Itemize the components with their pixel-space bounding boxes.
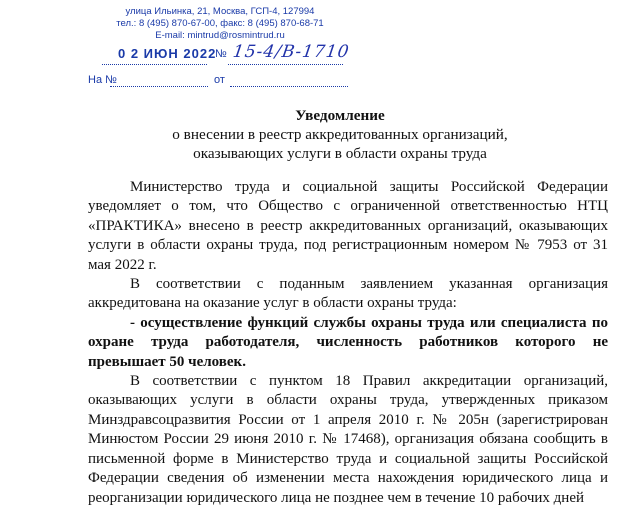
paragraph-obligations: В соответствии с пунктом 18 Правил аккредитации организаций, оказывающих услуги в области охраны труда, утвержденных приказом Минздравсоцразвития России от 1 апреля 2010 г. № 205н (зарегистрирован Минюстом России 29 июня 2010 г. № 17468), организация обязана сообщить в письменной форме в Министерство труда и социальной защиты Российской Федерации сведения об изменении места нахождения юридического лица и реорганизации юридического лица не позднее чем в течение 10 рабочих дней xyxy=(88,373,608,506)
outgoing-number-label: № xyxy=(215,48,227,60)
reply-date-underline xyxy=(230,86,348,87)
title-heading: Уведомление xyxy=(295,107,385,124)
ministry-address: улица Ильинка, 21, Москва, ГСП-4, 127994 xyxy=(125,6,315,17)
reply-date-label: от xyxy=(214,74,225,86)
outgoing-number-handwritten: 15-4/В-1710 xyxy=(231,42,351,62)
paragraph-accreditation: В соответствии с поданным заявлением указанная организация аккредитована на оказание услуг в области охраны труда: xyxy=(88,276,608,312)
reply-number-label: На № xyxy=(88,74,117,86)
document-body xyxy=(88,178,608,508)
number-underline xyxy=(228,64,343,65)
document-title xyxy=(150,106,530,163)
date-underline xyxy=(102,64,207,65)
reply-number-underline xyxy=(110,86,208,87)
ministry-email: E-mail: mintrud@rosmintrud.ru xyxy=(155,30,285,41)
paragraph-notification: Министерство труда и социальной защиты Российской Федерации уведомляет о том, что Общество с ограниченной ответственностью НТЦ «ПРАКТИКА» внесено в реестр аккредитованных организаций, оказывающих услуги в области охраны труда, под регистрационным номером № 7953 от 31 мая 2022 г. xyxy=(88,179,608,273)
outgoing-date-stamp: 0 2 ИЮН 2022 xyxy=(118,46,217,61)
title-line-1: о внесении в реестр аккредитованных организаций, xyxy=(172,126,508,143)
paragraph-service-scope: - осуществление функций службы охраны труда или специалиста по охране труда работодателя, численность работников которого не превышает 50 человек. xyxy=(88,314,608,370)
reply-reference xyxy=(88,74,350,90)
ministry-phones: тел.: 8 (495) 870-67-00, факс: 8 (495) 870-68-71 xyxy=(116,18,324,29)
outgoing-registration xyxy=(88,42,351,66)
title-line-2: оказывающих услуги в области охраны труда xyxy=(193,145,487,162)
letterhead-contacts xyxy=(100,6,340,42)
